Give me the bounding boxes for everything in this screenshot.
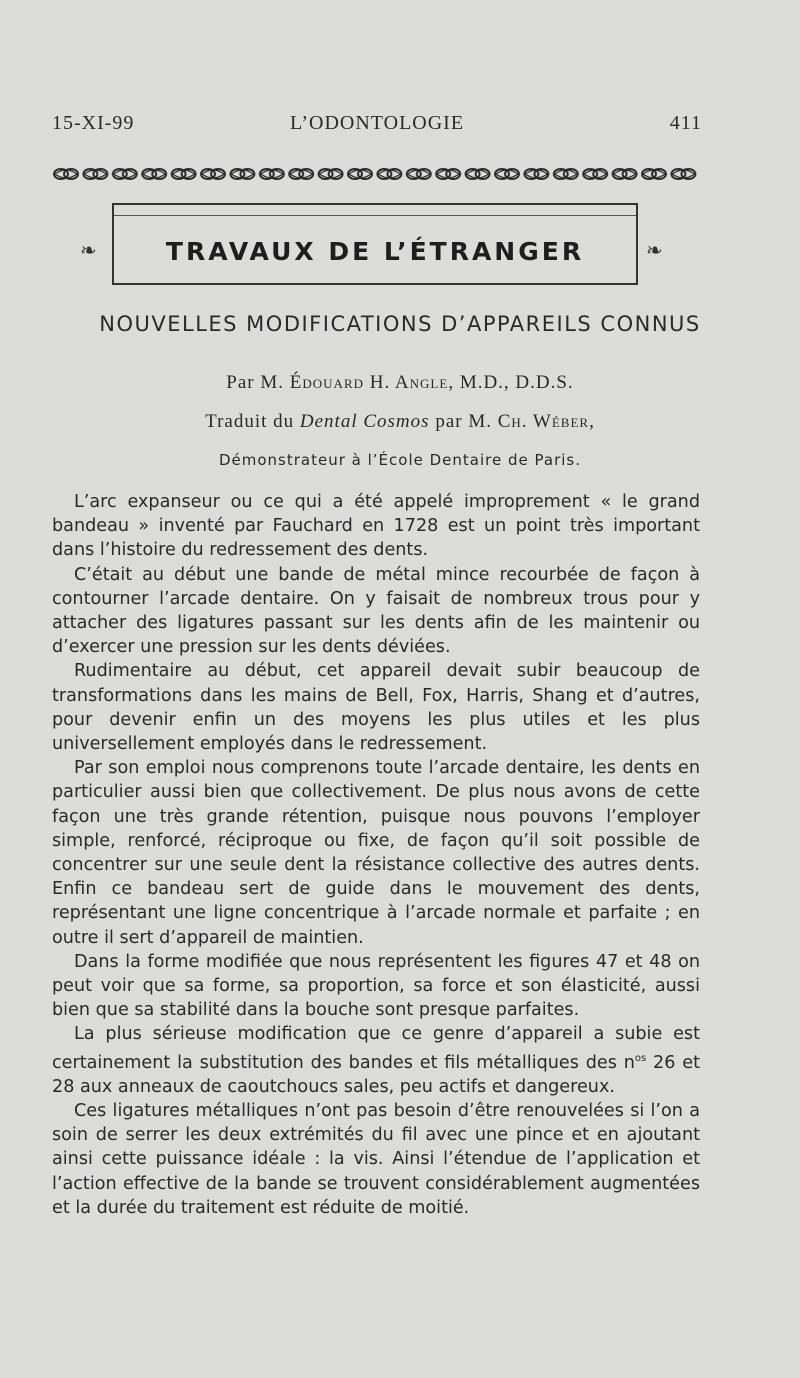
author-degrees: , M.D., D.D.S. xyxy=(448,372,574,393)
right-flourish-icon: ❧ xyxy=(646,240,663,262)
paragraph: Ces ligatures métalliques n’ont pas besoin d’être renouvelées si l’on a soin de serrer les deux extrémités du fil avec une pince et en ajoutant ainsi cette puissance idéale : la vis. Ainsi l’étendue de l’application et l’action effective de la bande se trouvent considérablement augmentées et la durée du traitement est réduite de moitié. xyxy=(52,1100,700,1218)
paragraph: Par son emploi nous comprenons toute l’arcade dentaire, les dents en particulier aussi bien que collectivement. De plus nous avons de cette façon une très grande rétention, puisque nous pouvons l’employer simple, renforcé, réciproque ou fixe, de façon qu’il soit possible de concentrer sur une seule dent la résistance collective des autres dents. Enfin ce bandeau sert de guide dans le mouvement des dents, représentant une ligne concentrique à l’arcade normale et parfaite ; en outre il sert d’appareil de maintien. xyxy=(52,758,700,948)
paragraph xyxy=(52,1022,700,1098)
ornament-pattern xyxy=(52,163,698,185)
section-banner xyxy=(112,203,638,285)
article-title: NOUVELLES MODIFICATIONS D’APPAREILS CONNUS xyxy=(99,312,701,336)
paragraph: Dans la forme modifiée que nous représentent les figures 47 et 48 on peut voir que sa forme, sa proportion, sa force et son élasticité, aussi bien que sa stabilité dans la bouche sont presque parfaites. xyxy=(52,951,700,1021)
source-journal: Dental Cosmos xyxy=(299,411,430,432)
by-prefix: Par M. xyxy=(226,372,290,393)
article-body xyxy=(52,490,700,1220)
paragraph: L’arc expanseur ou ce qui a été appelé improprement « le grand bandeau » inventé par Fauchard en 1728 est un point très important dans l’histoire du redressement des dents. xyxy=(52,492,700,561)
translator-role: Démonstrateur à l’École Dentaire de Paris. xyxy=(218,451,581,469)
banner-rule xyxy=(114,215,636,216)
issue-date: 15-XI-99 xyxy=(52,112,135,134)
left-flourish-icon: ❧ xyxy=(80,240,97,262)
translator-name: Ch. Wéber xyxy=(497,411,590,432)
translation-line xyxy=(0,411,800,433)
translation-prefix: Traduit du xyxy=(205,411,300,432)
author-line xyxy=(0,372,800,394)
running-header xyxy=(52,112,702,142)
translation-mid: par M. xyxy=(429,411,498,432)
author-name: Édouard H. Angle xyxy=(289,372,449,393)
paragraph-text: 26 et 28 aux anneaux de caoutchoucs sales, peu actifs et dangereux. xyxy=(52,1052,701,1097)
ornamental-divider xyxy=(52,163,698,185)
section-title: TRAVAUX DE L’ÉTRANGER xyxy=(165,237,585,266)
superscript: os xyxy=(634,1052,647,1064)
paragraph-text: La plus sérieuse modification que ce genre d’appareil a subie est certainement la substitution des bandes et fils métalliques des n xyxy=(52,1024,700,1073)
journal-name: L’ODONTOLOGIE xyxy=(289,112,465,134)
page-number: 411 xyxy=(669,112,702,134)
translation-end: , xyxy=(589,411,595,432)
paragraph: C’était au début une bande de métal mince recourbée de façon à contourner l’arcade dentaire. On y faisait de nombreux trous pour y attacher des ligatures passant sur les dents afin de les maintenir ou d’exercer une pression sur les dents déviées. xyxy=(52,564,700,658)
paragraph: Rudimentaire au début, cet appareil devait subir beaucoup de transformations dans les mains de Bell, Fox, Harris, Shang et d’autres, pour devenir enfin un des moyens les plus utiles et les plus universellement employés dans le redressement. xyxy=(52,661,700,755)
